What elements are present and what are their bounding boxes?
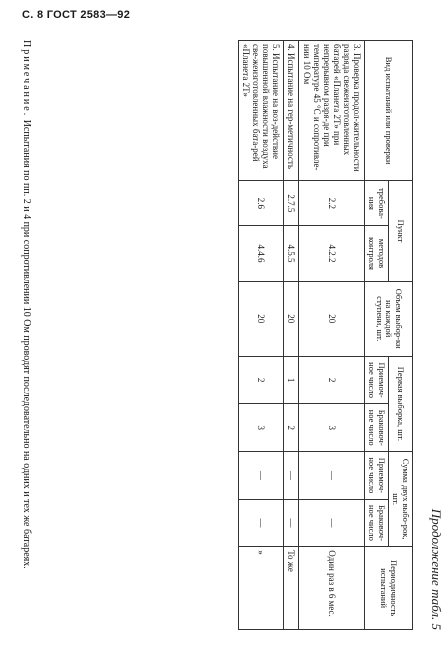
header-control-methods: методов контроля bbox=[364, 226, 388, 281]
header-sample-volume: Объем выбор-ки на каждой ступени, шт. bbox=[364, 281, 412, 356]
header-row-1 bbox=[388, 41, 412, 630]
cell-volume: 20 bbox=[299, 281, 364, 356]
header-punkt: Пункт bbox=[388, 181, 412, 281]
header-periodicity: Периодичность испытаний bbox=[364, 547, 412, 630]
cell-method: 4.4.6 bbox=[239, 226, 284, 281]
cell-reject-1: 3 bbox=[299, 404, 364, 452]
cell-req: 2.7.5 bbox=[284, 181, 299, 226]
cell-test: 4. Испытание на гер-метичность bbox=[284, 41, 299, 181]
header-reject-2: Браковоч-ное число bbox=[364, 499, 388, 547]
cell-test: 5. Испытание на воз-действие повышенной влажности воздуха све-жеизготовленных бата-рей «Планета 2Т» bbox=[239, 41, 284, 181]
page-header: С. 8 ГОСТ 2583—92 bbox=[22, 9, 131, 21]
cell-req: 2.6 bbox=[239, 181, 284, 226]
cell-test: 3. Проверка продол-жительности разряда свежеизготовленных батарей «Планета 2Т» при непрерывном разря-де при температуре 45 °С и сопротивле-нии 10 Ом bbox=[299, 41, 364, 181]
header-accept-2: Приемоч-ное число bbox=[364, 452, 388, 500]
note-lead: Примечание. bbox=[21, 40, 32, 118]
cell-reject-2: — bbox=[284, 499, 299, 547]
cell-accept-2: — bbox=[284, 452, 299, 500]
table-row bbox=[239, 41, 284, 630]
cell-accept-1: 1 bbox=[284, 356, 299, 404]
cell-accept-2: — bbox=[239, 452, 284, 500]
cell-period: Один раз в 6 мес. bbox=[299, 547, 364, 630]
header-first-sample: Первая выборка, шт. bbox=[388, 356, 412, 451]
table-note bbox=[20, 40, 33, 630]
note-text: Испытания по пп. 2 и 4 при сопротивлении 10 Ом проводят последовательно на одних и тех же батареях. bbox=[21, 119, 32, 569]
cell-volume: 20 bbox=[239, 281, 284, 356]
test-table bbox=[238, 40, 413, 630]
header-test-type: Вид испытаний или проверки bbox=[364, 41, 412, 181]
header-accept-1: Приемоч-ное число bbox=[364, 356, 388, 404]
cell-method: 4.2.2 bbox=[299, 226, 364, 281]
header-sum-two-samples: Сумма двух выбо-рок, шт. bbox=[388, 452, 412, 547]
cell-reject-1: 3 bbox=[239, 404, 284, 452]
cell-method: 4.5.5 bbox=[284, 226, 299, 281]
cell-reject-2: — bbox=[299, 499, 364, 547]
cell-accept-1: 2 bbox=[299, 356, 364, 404]
table-caption: Продолжение табл. 5 bbox=[429, 508, 444, 630]
table-row bbox=[284, 41, 299, 630]
header-reject-1: Браковоч-ное число bbox=[364, 404, 388, 452]
cell-reject-2: — bbox=[239, 499, 284, 547]
table-row bbox=[299, 41, 364, 630]
cell-accept-1: 2 bbox=[239, 356, 284, 404]
header-requirements: требова-ния bbox=[364, 181, 388, 226]
cell-req: 2.2 bbox=[299, 181, 364, 226]
cell-volume: 20 bbox=[284, 281, 299, 356]
cell-period: » bbox=[239, 547, 284, 630]
cell-period: То же bbox=[284, 547, 299, 630]
cell-reject-1: 2 bbox=[284, 404, 299, 452]
cell-accept-2: — bbox=[299, 452, 364, 500]
rotated-page-content bbox=[18, 40, 444, 630]
